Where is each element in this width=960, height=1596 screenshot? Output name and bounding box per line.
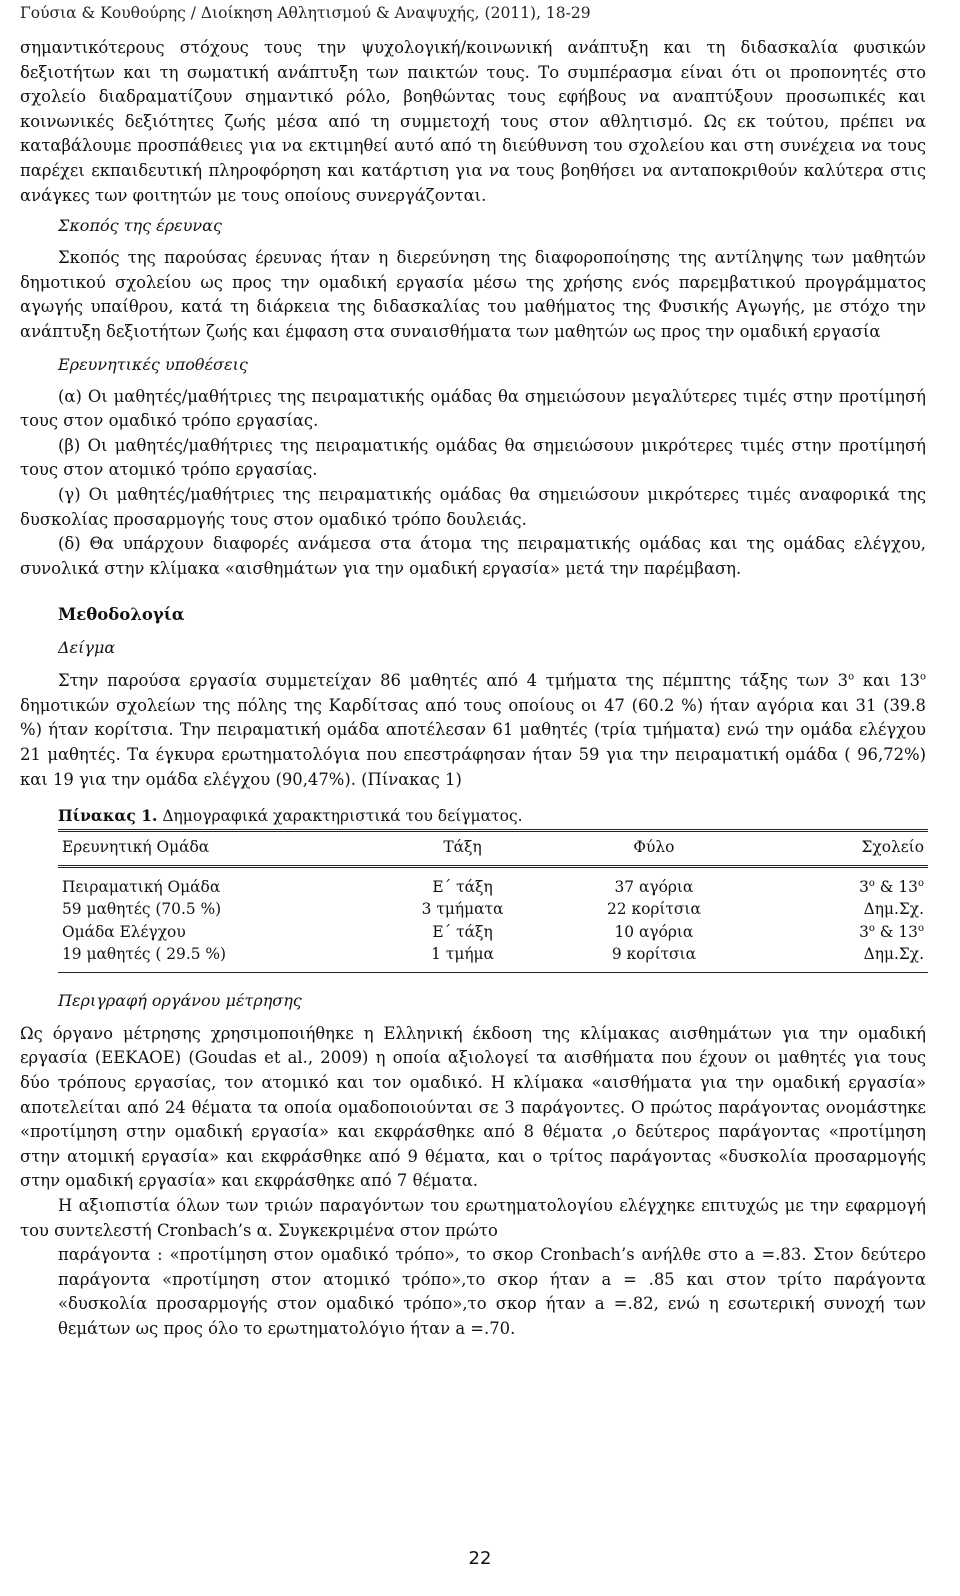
instrument-heading: Περιγραφή οργάνου μέτρησης [58, 990, 302, 1010]
hypothesis-item: (δ) Θα υπάρχουν διαφορές ανάμεσα στα άτομα της πειραματικής ομάδας και της ομάδας ελέγχου, συνολικά στην κλίμακα «αισθημάτων για την ομαδική εργασία» μετά την παρέμβαση. [20, 534, 926, 578]
reliability-paragraph: Η αξιοπιστία όλων των τριών παραγόντων του ερωτηματολογίου ελέγχηκε επιτυχώς με την εφαρμογή του συντελεστή Cronbach’s α. Συγκεκριμένα στον πρώτο [20, 1195, 926, 1240]
hypothesis-item: (α) Οι μαθητές/μαθήτριες της πειραματικής ομάδας θα σημειώσουν μεγαλύτερες τιμές στην προτίμησή τους στον ομαδικό τρόπο εργασίας. [20, 386, 926, 431]
table-cell: Δημ.Σχ. [863, 900, 924, 919]
sample-text: και 13 [854, 671, 920, 691]
table-cell: Πειραματική Ομάδα [62, 877, 221, 896]
aim-paragraph: Σκοπός της παρούσας έρευνας ήταν η διερεύνηση της διαφοροποίησης της αντίληψης των μαθητών δημοτικού σχολείου ως προς την ομαδική εργασία μέσω της χρήσης ενός παρεμβατικού προγράμματος αγωγής υπαίθρου, κατά τη διάρκεια της διδασκαλίας του μαθήματος της Φυσικής Αγωγής, με στόχο την ανάπτυξη δεξιοτήτων ζωής και έμφαση στα συναισθήματα των μαθητών ως προς την ομαδική εργασία [20, 248, 926, 341]
table-caption-text: Δημογραφικά χαρακτηριστικά του δείγματος. [157, 807, 523, 826]
table-row [58, 921, 928, 944]
instrument-paragraph: Ως όργανο μέτρησης χρησιμοποιήθηκε η Ελληνική έκδοση της κλίμακας αισθημάτων για την ομαδική εργασία (ΕΕΚΑΟΕ) (Goudas et al., 2009) η οποία αξιολογεί τα αισθήματα που έχουν οι μαθητές για τους δύο τρόπους εργασίας, τον ατομικό και τον ομαδικό. Η κλίμακα «αισθήματα για την ομαδική εργασία» αποτελείται από 24 θέματα τα οποία ομαδοποιούνται σε 3 παράγοντες. Ο πρώτος παράγοντας ονομάστηκε «προτίμηση στην ομαδική εργασία» και εκφράσθηκε από 8 θέματα ,ο δεύτερος παράγοντας «προτίμηση στην ατομική εργασία» και εκφράσθηκε από 9 θέματα, και ο τρίτος παράγοντας «δυσκολία προσαρμογής στην ομαδική εργασία» και εκφράσθηκε από 7 θέματα. [20, 1023, 926, 1191]
table-cell: 19 μαθητές ( 29.5 %) [58, 943, 389, 972]
hypotheses-heading: Ερευνητικές υποθέσεις [58, 354, 248, 374]
column-header: Σχολείο [771, 831, 928, 867]
intro-paragraph: σημαντικότερους στόχους τους την ψυχολογική/κοινωνική ανάπτυξη και τη διδασκαλία φυσικών δεξιοτήτων και τη σωματική ανάπτυξη των παικτών τους. Το συμπέρασμα είναι ότι οι προπονητές στο σχολείο διαδραματίζουν σημαντικό ρόλο, βοηθώντας τους εφήβους να αναπτύξουν προσωπικές και κοινωνικές δεξιότητες ζωής μέσα από τη συμμετοχή τους στον αθλητισμό. Ως εκ τούτου, πρέπει να καταβάλουμε προσπάθειες για να εκτιμηθεί αυτό από τη διεύθυνση του σχολείου και στη συνέχεια να τους παρέχει εκπαιδευτική πληροφόρηση και κατάρτιση για να τους βοηθήσει να ανταποκριθούν καλύτερα στις ανάγκες των φοιτητών με τους οποίους συνεργάζονται. [20, 38, 926, 205]
table-cell: 22 κορίτσια [606, 900, 701, 919]
document-page [20, 0, 926, 1341]
superscript: ο [868, 922, 875, 934]
sample-text: Στην παρούσα εργασία συμμετείχαν 86 μαθητές από 4 τμήματα της πέμπτης τάξης των 3 [58, 671, 849, 691]
sample-paragraph [20, 669, 926, 792]
cell-text: 3 [859, 877, 869, 896]
table-cell: Ομάδα Ελέγχου [62, 922, 186, 941]
methodology-heading: Μεθοδολογία [58, 605, 185, 625]
table-row [58, 898, 928, 921]
hypothesis-item: (β) Οι μαθητές/μαθήτριες της πειραματικής ομάδας θα σημειώσουν μικρότερες τιμές στην προτίμησή τους στον ατομικό τρόπο εργασίας. [20, 435, 926, 480]
column-header: Ερευνητική Ομάδα [58, 831, 389, 867]
table-cell: 37 αγόρια [614, 877, 694, 896]
table-cell: Δημ.Σχ. [771, 943, 928, 972]
hypothesis-item: (γ) Οι μαθητές/μαθήτριες της πειραματικής ομάδας θα σημειώσουν μικρότερες τιμές αναφορικά της δυσκολίας προσαρμογής τους στον ομαδικό τρόπο δουλειάς. [20, 484, 926, 529]
superscript: ο [919, 671, 926, 683]
superscript: ο [868, 877, 875, 889]
table-row [58, 866, 928, 898]
table-cell: 10 αγόρια [614, 922, 694, 941]
table-cell: 3 τμήματα [421, 900, 504, 919]
superscript: ο [917, 922, 924, 934]
reliability-paragraph-continued: παράγοντα : «προτίμηση στον ομαδικό τρόπο», το σκορ Cronbach’s ανήλθε στο a =.83. Στον δεύτερο παράγοντα «προτίμηση στον ατομικό τρόπο»,το σκορ ήταν a = .85 και στον τρίτο παράγοντα «δυσκολία προσαρμογής στον ομαδικό τρόπο»,το σκορ ήταν a =.82, ενώ η εσωτερική συνοχή των θεμάτων ως προς όλο το ερωτηματολόγιο ήταν a =.70. [58, 1245, 926, 1338]
superscript: ο [848, 671, 855, 683]
cell-text: & 13 [874, 877, 918, 896]
running-header: Γούσια & Κουθούρης / Διοίκηση Αθλητισμού & Αναψυχής, (2011), 18-29 [20, 4, 591, 22]
table-caption-label: Πίνακας 1. [58, 806, 158, 826]
aim-heading: Σκοπός της έρευνας [58, 216, 222, 236]
cell-text: 3 [859, 922, 869, 941]
table-cell: Ε΄ τάξη [432, 877, 493, 896]
table-cell: 59 μαθητές (70.5 %) [62, 900, 222, 919]
column-header: Τάξη [389, 831, 537, 867]
table-cell [771, 866, 928, 898]
sample-text: δημοτικών σχολείων της πόλης της Καρδίτσας από τους οποίους οι 47 (60.2 %) ήταν αγόρια και 31 (39.8 %) ήταν κορίτσια. Την πειραματική ομάδα αποτέλεσαν 61 μαθητές (τρία τμήματα) ενώ την ομάδα ελέγχου 21 μαθητές. Τα έγκυρα ερωτηματολόγια που επεστράφησαν ήταν 59 για την πειραματική ομάδα ( 96,72%) και 19 για την ομάδα ελέγχου (90,47%). (Πίνακας 1) [20, 695, 926, 789]
demographics-table [58, 829, 928, 973]
table-cell: Ε΄ τάξη [432, 922, 493, 941]
hypotheses-list [20, 385, 926, 582]
table-row [58, 943, 928, 972]
column-header: Φύλο [536, 831, 771, 867]
table-cell: 1 τμήμα [389, 943, 537, 972]
superscript: ο [917, 877, 924, 889]
table-cell: 9 κορίτσια [536, 943, 771, 972]
sample-heading: Δείγμα [58, 638, 116, 658]
table-header-row [58, 831, 928, 867]
table-cell [771, 921, 928, 944]
cell-text: & 13 [874, 922, 918, 941]
table-caption [20, 806, 926, 825]
page-number: 22 [468, 1548, 492, 1569]
